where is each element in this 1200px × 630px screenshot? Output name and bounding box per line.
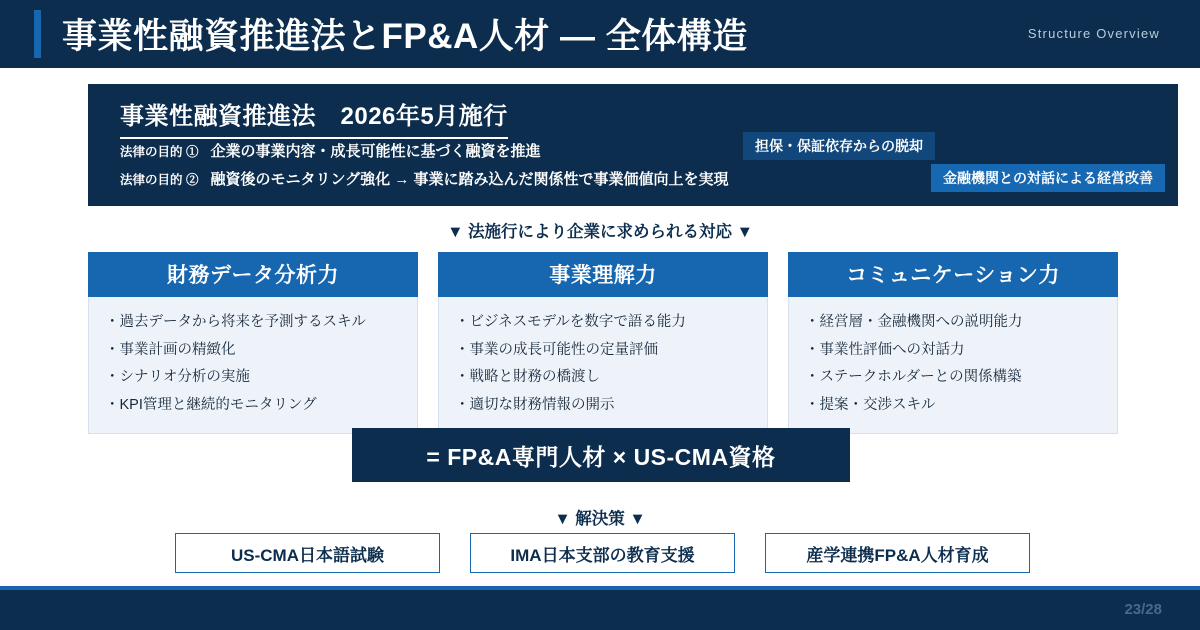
law-purpose-2-text: 融資後のモニタリング強化 → 事業に踏み込んだ関係性で事業価値向上を実現 <box>210 171 729 188</box>
law-purpose-row-2 <box>120 168 729 189</box>
skill-column-items <box>88 297 418 434</box>
skill-column-title: 事業理解力 <box>438 252 768 297</box>
list-item: ・適切な財務情報の開示 <box>455 396 615 413</box>
requirements-arrow-caption: ▼ 法施行により企業に求められる対応 ▼ <box>447 223 753 241</box>
solution-chip-ima-japan-education: IMA日本支部の教育支援 <box>470 533 735 573</box>
list-item: ・事業性評価への対話力 <box>805 341 965 358</box>
skill-column-title: 財務データ分析力 <box>88 252 418 297</box>
list-item: ・KPI管理と継続的モニタリング <box>105 396 317 413</box>
skill-column-business-understanding <box>438 252 768 434</box>
page-number: 23/28 <box>1124 601 1162 618</box>
solution-arrow-caption: ▼ 解決策 ▼ <box>554 510 646 528</box>
header-accent-bar <box>34 10 41 58</box>
skill-column-financial-analysis <box>88 252 418 434</box>
solution-chips <box>175 533 1030 573</box>
list-item: ・事業の成長可能性の定量評価 <box>455 341 658 358</box>
list-item: ・ステークホルダーとの関係構築 <box>805 369 1022 385</box>
skill-column-communication <box>788 252 1118 434</box>
law-tag-dialogue: 金融機関との対話による経営改善 <box>931 164 1165 192</box>
list-item: ・経営層・金融機関への説明能力 <box>805 314 1023 330</box>
conclusion-equation-bar: = FP&A専門人材 × US-CMA資格 <box>352 428 850 482</box>
list-item: ・ビジネスモデルを数字で語る能力 <box>455 314 686 330</box>
list-item: ・提案・交渉スキル <box>805 396 936 413</box>
list-item: ・過去データから将来を予測するスキル <box>105 314 366 330</box>
list-item: ・事業計画の精緻化 <box>105 341 236 358</box>
law-purpose-1-text: 企業の事業内容・成長可能性に基づく融資を推進 <box>210 143 541 160</box>
list-item: ・シナリオ分析の実施 <box>105 369 250 385</box>
law-summary-panel <box>88 84 1178 206</box>
law-title: 事業性融資推進法 2026年5月施行 <box>120 96 508 139</box>
page-title: 事業性融資推進法とFP&A人材 ― 全体構造 <box>62 17 748 56</box>
skill-column-title: コミュニケーション力 <box>788 252 1118 297</box>
law-purpose-1-label: 法律の目的 ① <box>120 145 199 159</box>
slide-footer <box>0 590 1200 630</box>
header-subtitle: Structure Overview <box>1027 26 1160 41</box>
list-item: ・戦略と財務の橋渡し <box>455 369 600 385</box>
skill-column-items <box>788 297 1118 434</box>
law-tag-collateral: 担保・保証依存からの脱却 <box>743 132 935 160</box>
solution-chip-industry-academia: 産学連携FP&A人材育成 <box>765 533 1030 573</box>
law-purpose-row-1 <box>120 140 541 161</box>
skills-columns <box>88 252 1118 434</box>
slide-header <box>0 0 1200 68</box>
solution-chip-us-cma-japanese-exam: US-CMA日本語試験 <box>175 533 440 573</box>
skill-column-items <box>438 297 768 434</box>
law-purpose-2-label: 法律の目的 ② <box>120 173 199 187</box>
